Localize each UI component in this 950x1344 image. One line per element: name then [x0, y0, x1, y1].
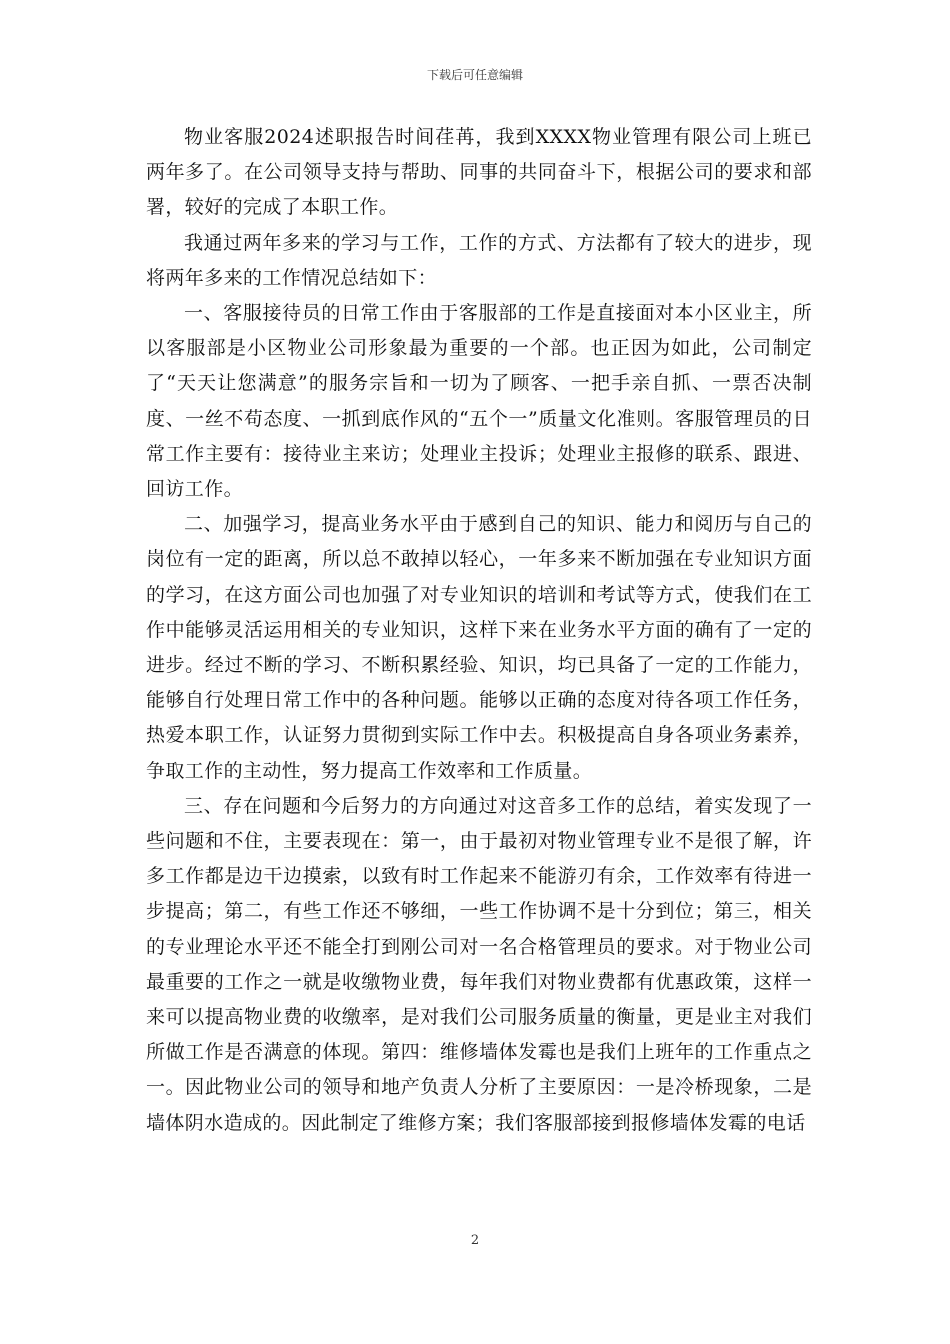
paragraph-section-1: 一、客服接待员的日常工作由于客服部的工作是直接面对本小区业主，所以客服部是小区物业公司形象最为重要的一个部。也正因为如此，公司制定了“天天让您满意”的服务宗旨和一切为了顾客、一把手亲自抓、一票否决制度、一丝不苟态度、一抓到底作风的“五个一”质量文化准则。客服管理员的日常工作主要有：接待业主来访；处理业主投诉；处理业主报修的联系、跟进、回访工作。 — [146, 302, 812, 501]
page-number: 2 — [470, 1233, 480, 1248]
paragraph-intro: 物业客服2024述职报告时间荏苒，我到XXXX物业管理有限公司上班已两年多了。在公司领导支持与帮助、同事的共同奋斗下，根据公司的要求和部署，较好的完成了本职工作。 — [146, 126, 812, 219]
paragraph-summary-lead: 我通过两年多来的学习与工作，工作的方式、方法都有了较大的进步，现将两年多来的工作情况总结如下： — [146, 231, 812, 289]
paragraph-section-2: 二、加强学习，提高业务水平由于感到自己的知识、能力和阅历与自己的岗位有一定的距离，所以总不敢掉以轻心，一年多来不断加强在专业知识方面的学习，在这方面公司也加强了对专业知识的培训和考试等方式，使我们在工作中能够灵活运用相关的专业知识，这样下来在业务水平方面的确有了一定的进步。经过不断的学习、不断积累经验、知识，均已具备了一定的工作能力，能够自行处理日常工作中的各种问题。能够以正确的态度对待各项工作任务，热爱本职工作，认证努力贯彻到实际工作中去。积极提高自身各项业务素养，争取工作的主动性，努力提高工作效率和工作质量。 — [146, 513, 812, 782]
document-body — [146, 120, 812, 1141]
paragraph-section-3: 三、存在问题和今后努力的方向通过对这音多工作的总结，着实发现了一些问题和不住，主要表现在：第一，由于最初对物业管理专业不是很了解，许多工作都是边干边摸索，以致有时工作起来不能游刃有余，工作效率有待进一步提高；第二，有些工作还不够细，一些工作协调不是十分到位；第三，相关的专业理论水平还不能全打到刚公司对一名合格管理员的要求。对于物业公司最重要的工作之一就是收缴物业费，每年我们对物业费都有优惠政策，这样一来可以提高物业费的收缴率，是对我们公司服务质量的衡量，更是业主对我们所做工作是否满意的体现。第四：维修墙体发霉也是我们上班年的工作重点之一。因此物业公司的领导和地产负责人分析了主要原因：一是冷桥现象，二是墙体阴水造成的。因此制定了维修方案；我们客服部接到报修墙体发霉的电话 — [146, 794, 812, 1134]
page-header: 下载后可任意编辑 — [426, 68, 523, 82]
